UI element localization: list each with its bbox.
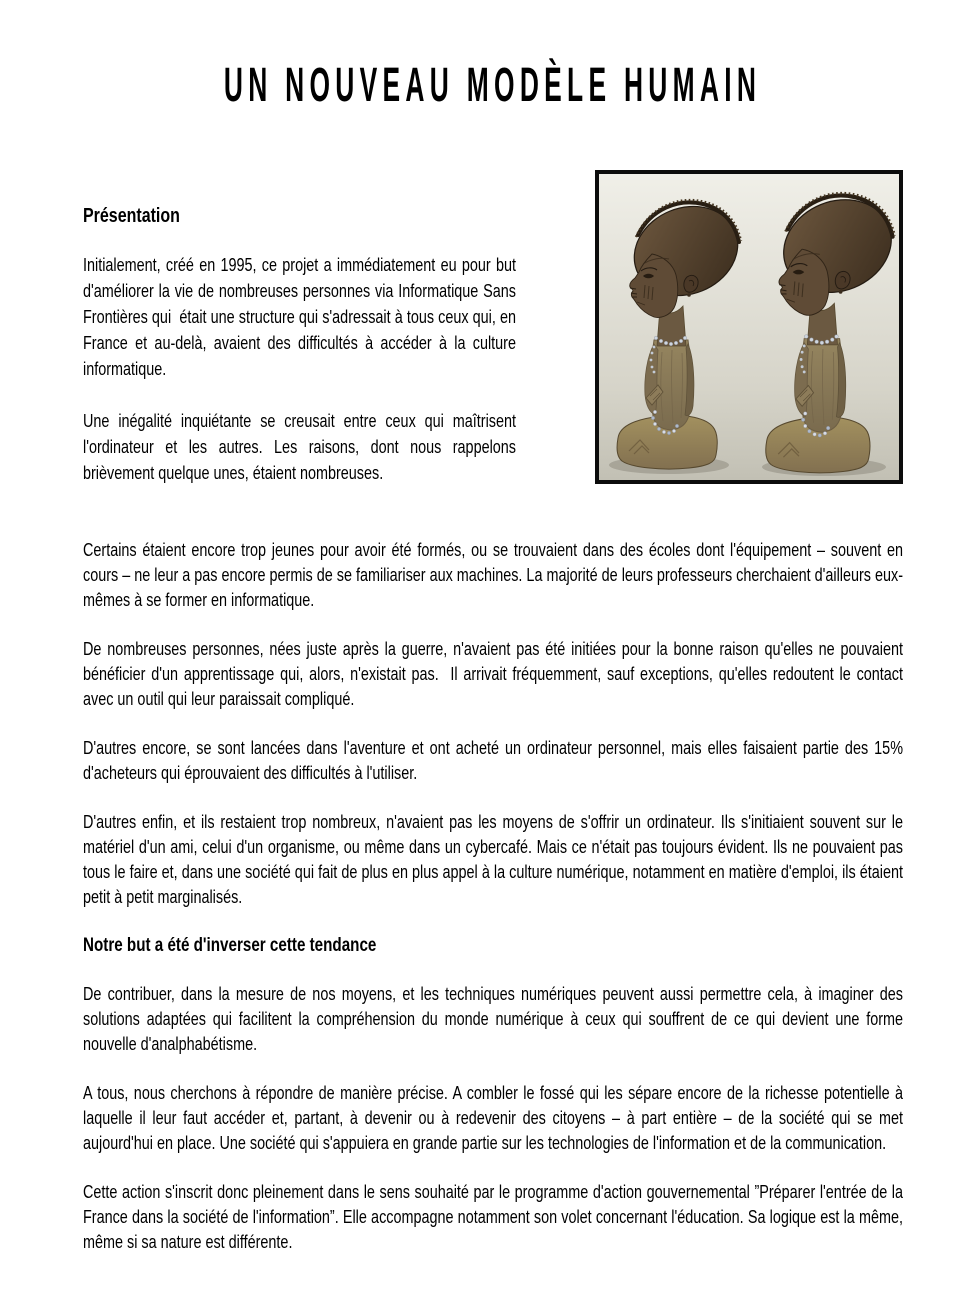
intro-section [83, 170, 903, 512]
intro-column [83, 170, 516, 512]
body-section [83, 538, 903, 1255]
ibeji-twin-statuettes-photo [599, 174, 899, 480]
body-paragraph-4: D'autres enfin, et ils restaient trop nombreux, n'avaient pas les moyens de s'offrir un ordinateur. Ils s'initiaient souvent sur le matériel d'un ami, celui d'un organisme, ou même dans un cybercafé. Mais ce n'était pas toujours évident. Ils ne pouvaient pas tous le faire et, dans une société qui fait de plus en plus appel à la culture numérique, notamment en matière d'emploi, ils étaient petit à petit marginalisés. [83, 812, 903, 907]
title-row [83, 58, 903, 114]
section-subheading: Notre but a été d'inverser cette tendance [83, 935, 377, 956]
body-paragraph-7: Cette action s'inscrit donc pleinement dans le sens souhaité par le programme d'action gouvernemental ”Préparer l'entrée de la France dans la société de l'information”. Elle accompagne notamment son volet concernant l'éducation. Sa logique est la même, même si sa nature est différente. [83, 1182, 903, 1252]
intro-paragraph-1: Initialement, créé en 1995, ce projet a immédiatement eu pour but d'améliorer la vie de nombreuses personnes via Informatique Sans Frontières qui était une structure qui s'adressait à tous ceux qui, en France et au-delà, avaient des difficultés à accéder à la culture informatique. [83, 255, 516, 379]
body-paragraph-5: De contribuer, dans la mesure de nos moyens, et les techniques numériques peuvent aussi permettre cela, à imaginer des solutions adaptées qui facilitent la compréhension du monde numérique à ceux qui souffrent de ce qui devient une forme nouvelle d'analphabétisme. [83, 984, 903, 1054]
photo-frame [595, 170, 903, 484]
intro-heading: Présentation [83, 205, 180, 227]
body-paragraph-1: Certains étaient encore trop jeunes pour avoir été formés, ou se trouvaient dans des écoles dont l'équipement – souvent en cours – ne leur a pas encore permis de se familiariser aux machines. La majorité de leurs professeurs cherchaient d'ailleurs eux-mêmes à se former en informatique. [83, 540, 903, 610]
body-paragraph-6: A tous, nous cherchons à répondre de manière précise. A combler le fossé qui les sépare encore de la richesse potentielle à laquelle il leur faut accéder et, partant, à devenir ou à redevenir des citoyens – à part entière – de la société qui se met aujourd'hui en place. Une société qui s'appuiera en grande partie sur les technologies de l'information et de la communication. [83, 1083, 903, 1153]
body-paragraph-2: De nombreuses personnes, nées juste après la guerre, n'avaient pas été initiées pour la bonne raison qu'elles ne pouvaient bénéficier d'un apprentissage qui, alors, n'existait pas. Il arrivait fréquemment, sauf exceptions, qu'elles redoutent le contact avec un outil qui leur paraissait compliqué. [83, 639, 903, 709]
page-title: UN NOUVEAU MODÈLE HUMAIN [224, 59, 762, 112]
intro-paragraph-2: Une inégalité inquiétante se creusait entre ceux qui maîtrisent l'ordinateur et les autres. Les raisons, dont nous rappelons brièvement quelque unes, étaient nombreuses. [83, 411, 516, 483]
body-paragraph-3: D'autres encore, se sont lancées dans l'aventure et ont acheté un ordinateur personnel, mais elles faisaient partie des 15% d'acheteurs qui éprouvaient des difficultés à l'utiliser. [83, 738, 903, 783]
